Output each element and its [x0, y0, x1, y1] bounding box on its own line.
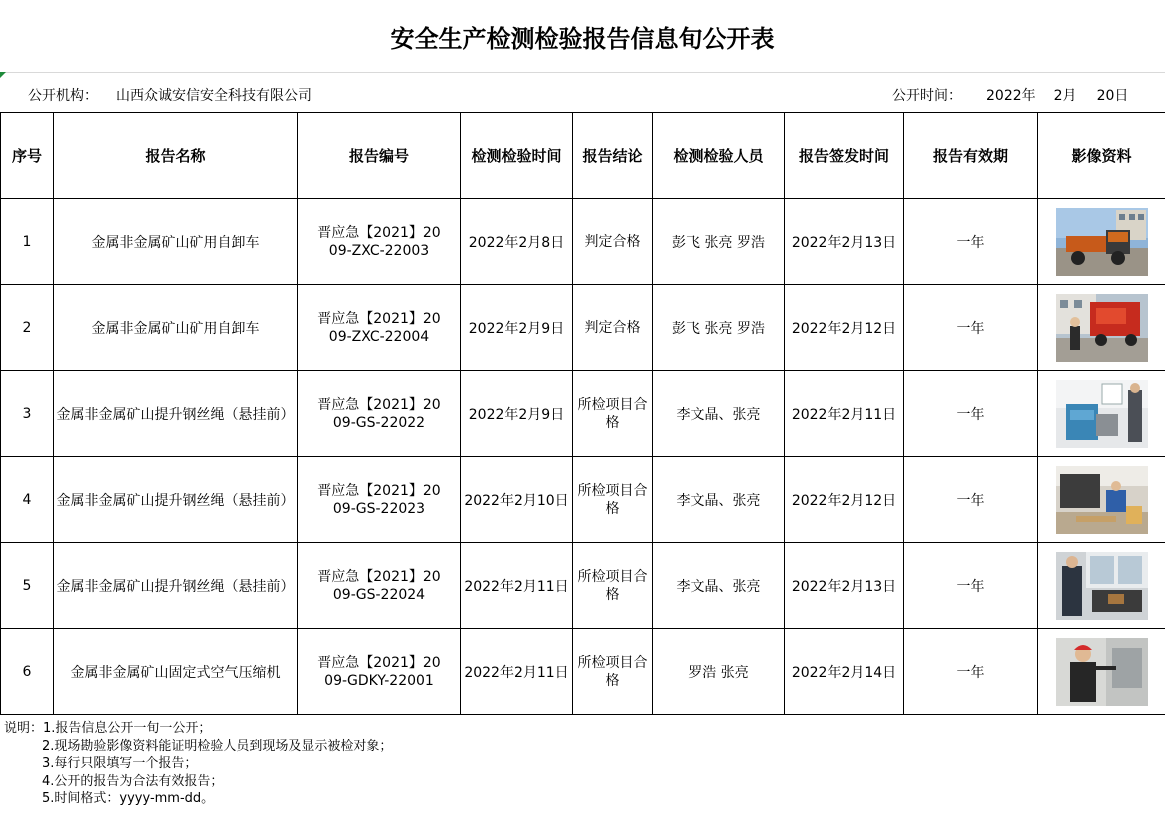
validity: 一年 — [904, 543, 1038, 629]
report-name: 金属非金属矿山提升钢丝绳（悬挂前） — [54, 543, 298, 629]
rope-test-lab-photo[interactable] — [1056, 466, 1148, 534]
time-label: 公开时间： — [892, 88, 962, 104]
issue-date: 2022年2月13日 — [785, 543, 904, 629]
test-date: 2022年2月10日 — [461, 457, 573, 543]
header-cell: 报告编号 — [298, 113, 461, 199]
photo-cell — [1038, 457, 1165, 543]
test-date: 2022年2月8日 — [461, 199, 573, 285]
test-date: 2022年2月11日 — [461, 629, 573, 715]
conclusion: 判定合格 — [573, 285, 653, 371]
validity: 一年 — [904, 629, 1038, 715]
inspectors: 李文晶、张亮 — [653, 457, 785, 543]
photo-cell — [1038, 199, 1165, 285]
validity: 一年 — [904, 199, 1038, 285]
row-number: 6 — [1, 629, 54, 715]
header-cell: 报告名称 — [54, 113, 298, 199]
report-name: 金属非金属矿山固定式空气压缩机 — [54, 629, 298, 715]
header-cell: 报告有效期 — [904, 113, 1038, 199]
report-code: 晋应急【2021】2009-ZXC-22003 — [298, 199, 461, 285]
report-code: 晋应急【2021】2009-GS-22024 — [298, 543, 461, 629]
table-row — [1, 199, 1165, 285]
org-name: 山西众诚安信安全科技有限公司 — [116, 88, 312, 104]
table-row — [1, 629, 1165, 715]
inspectors: 李文晶、张亮 — [653, 543, 785, 629]
photo-cell — [1038, 543, 1165, 629]
conclusion: 所检项目合格 — [573, 457, 653, 543]
test-date: 2022年2月9日 — [461, 285, 573, 371]
report-table — [0, 112, 1165, 715]
report-name: 金属非金属矿山提升钢丝绳（悬挂前） — [54, 457, 298, 543]
info-bar — [0, 74, 1165, 112]
report-code: 晋应急【2021】2009-ZXC-22004 — [298, 285, 461, 371]
conclusion: 所检项目合格 — [573, 543, 653, 629]
publisher-info — [28, 85, 312, 105]
compressor-inspection-photo[interactable] — [1056, 638, 1148, 706]
report-code: 晋应急【2021】2009-GDKY-22001 — [298, 629, 461, 715]
page-title: 安全生产检测检验报告信息旬公开表 — [0, 0, 1165, 73]
report-name: 金属非金属矿山矿用自卸车 — [54, 285, 298, 371]
org-label: 公开机构： — [28, 88, 98, 104]
truck-inspection-photo[interactable] — [1056, 294, 1148, 362]
report-code: 晋应急【2021】2009-GS-22023 — [298, 457, 461, 543]
test-date: 2022年2月11日 — [461, 543, 573, 629]
conclusion: 所检项目合格 — [573, 371, 653, 457]
issue-date: 2022年2月12日 — [785, 285, 904, 371]
rope-test-operator-photo[interactable] — [1056, 552, 1148, 620]
inspectors: 彭飞 张亮 罗浩 — [653, 285, 785, 371]
row-number: 5 — [1, 543, 54, 629]
test-date: 2022年2月9日 — [461, 371, 573, 457]
report-code: 晋应急【2021】2009-GS-22022 — [298, 371, 461, 457]
note-line: 5.时间格式：yyyy-mm-dd。 — [42, 791, 215, 806]
row-number: 3 — [1, 371, 54, 457]
table-row — [1, 285, 1165, 371]
report-name: 金属非金属矿山提升钢丝绳（悬挂前） — [54, 371, 298, 457]
validity: 一年 — [904, 457, 1038, 543]
publish-time — [892, 85, 1128, 105]
inspectors: 李文晶、张亮 — [653, 371, 785, 457]
publish-day: 20日 — [1096, 88, 1129, 104]
row-number: 1 — [1, 199, 54, 285]
table-row — [1, 371, 1165, 457]
header-cell: 检测检验时间 — [461, 113, 573, 199]
header-cell: 影像资料 — [1038, 113, 1165, 199]
note-line: 2.现场勘验影像资料能证明检验人员到现场及显示被检对象； — [42, 738, 393, 754]
conclusion: 所检项目合格 — [573, 629, 653, 715]
issue-date: 2022年2月12日 — [785, 457, 904, 543]
note-line: 说明：1.报告信息公开一旬一公开； — [4, 721, 212, 736]
row-number: 4 — [1, 457, 54, 543]
header-cell: 报告签发时间 — [785, 113, 904, 199]
note-line: 3.每行只限填写一个报告； — [42, 756, 198, 771]
notes — [0, 720, 1165, 808]
inspectors: 彭飞 张亮 罗浩 — [653, 199, 785, 285]
header-cell: 序号 — [1, 113, 54, 199]
note-line: 4.公开的报告为合法有效报告； — [42, 773, 224, 789]
header-cell: 报告结论 — [573, 113, 653, 199]
issue-date: 2022年2月13日 — [785, 199, 904, 285]
validity: 一年 — [904, 371, 1038, 457]
issue-date: 2022年2月11日 — [785, 371, 904, 457]
publish-month: 2月 — [1053, 88, 1077, 104]
header-cell: 检测检验人员 — [653, 113, 785, 199]
table-row — [1, 457, 1165, 543]
photo-cell — [1038, 629, 1165, 715]
issue-date: 2022年2月14日 — [785, 629, 904, 715]
validity: 一年 — [904, 285, 1038, 371]
report-name: 金属非金属矿山矿用自卸车 — [54, 199, 298, 285]
truck-photo[interactable] — [1056, 208, 1148, 276]
table-header-row — [1, 113, 1165, 199]
table-row — [1, 543, 1165, 629]
publish-year: 2022年 — [986, 88, 1036, 104]
photo-cell — [1038, 371, 1165, 457]
conclusion: 判定合格 — [573, 199, 653, 285]
photo-cell — [1038, 285, 1165, 371]
rope-test-machine-photo[interactable] — [1056, 380, 1148, 448]
inspectors: 罗浩 张亮 — [653, 629, 785, 715]
row-number: 2 — [1, 285, 54, 371]
